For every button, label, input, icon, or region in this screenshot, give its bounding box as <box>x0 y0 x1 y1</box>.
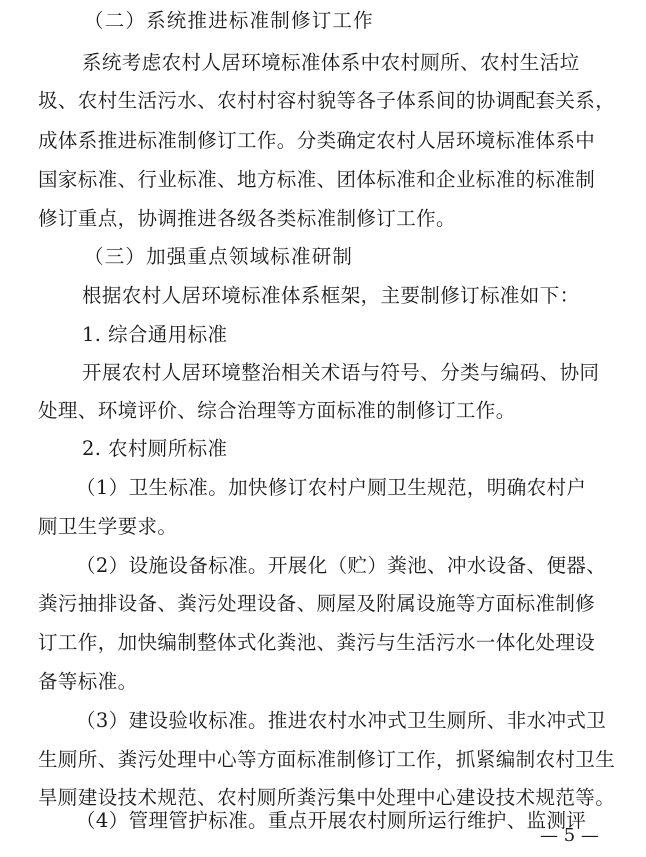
paragraph-line: 备等标准。 <box>38 670 138 693</box>
paragraph-line: 粪污抽排设备、粪污处理设备、厕屋及附属设施等方面标准制修 <box>38 592 596 615</box>
paragraph-line: 订工作，加快编制整体式化粪池、粪污与生活污水一体化处理设 <box>38 631 596 654</box>
paragraph-line: （1）卫生标准。加快修订农村户厕卫生规范，明确农村户 <box>76 476 587 499</box>
paragraph-line: （2）设施设备标准。开展化（贮）粪池、冲水设备、便器、 <box>76 554 607 577</box>
paragraph-line: （3）建设验收标准。推进农村水冲式卫生厕所、非水冲式卫 <box>76 709 607 732</box>
paragraph-line: 成体系推进标准制修订工作。分类确定农村人居环境标准体系中 <box>38 129 596 152</box>
paragraph-line: 修订重点，协调推进各级各类标准制修订工作。 <box>38 207 456 230</box>
paragraph-line: 旱厕建设技术规范、农村厕所粪污集中处理中心建设技术规范等。 <box>38 786 616 809</box>
paragraph-line: （4）管理管护标准。重点开展农村厕所运行维护、监测评 <box>76 809 587 832</box>
subheading-toilet-standards: 2. 农村厕所标准 <box>82 437 228 460</box>
subheading-general-standards: 1. 综合通用标准 <box>82 323 228 346</box>
paragraph-line: 根据农村人居环境标准体系框架，主要制修订标准如下： <box>82 284 580 307</box>
page-number: — 5 — <box>540 825 599 846</box>
paragraph-line: 国家标准、行业标准、地方标准、团体标准和企业标准的标准制 <box>38 168 596 191</box>
paragraph-line: 生厕所、粪污处理中心等方面标准制修订工作，抓紧编制农村卫生 <box>38 748 616 771</box>
section-heading-2: （二）系统推进标准制修订工作 <box>84 9 374 32</box>
paragraph-line: 系统考虑农村人居环境标准体系中农村厕所、农村生活垃 <box>82 51 580 74</box>
section-heading-3: （三）加强重点领域标准研制 <box>84 245 354 268</box>
paragraph-line: 开展农村人居环境整治相关术语与符号、分类与编码、协同 <box>82 361 600 384</box>
paragraph-line: 圾、农村生活污水、农村村容村貌等各子体系间的协调配套关系， <box>38 89 616 112</box>
paragraph-line: 处理、环境评价、综合治理等方面标准的制修订工作。 <box>38 399 516 422</box>
paragraph-line: 厕卫生学要求。 <box>38 515 178 538</box>
